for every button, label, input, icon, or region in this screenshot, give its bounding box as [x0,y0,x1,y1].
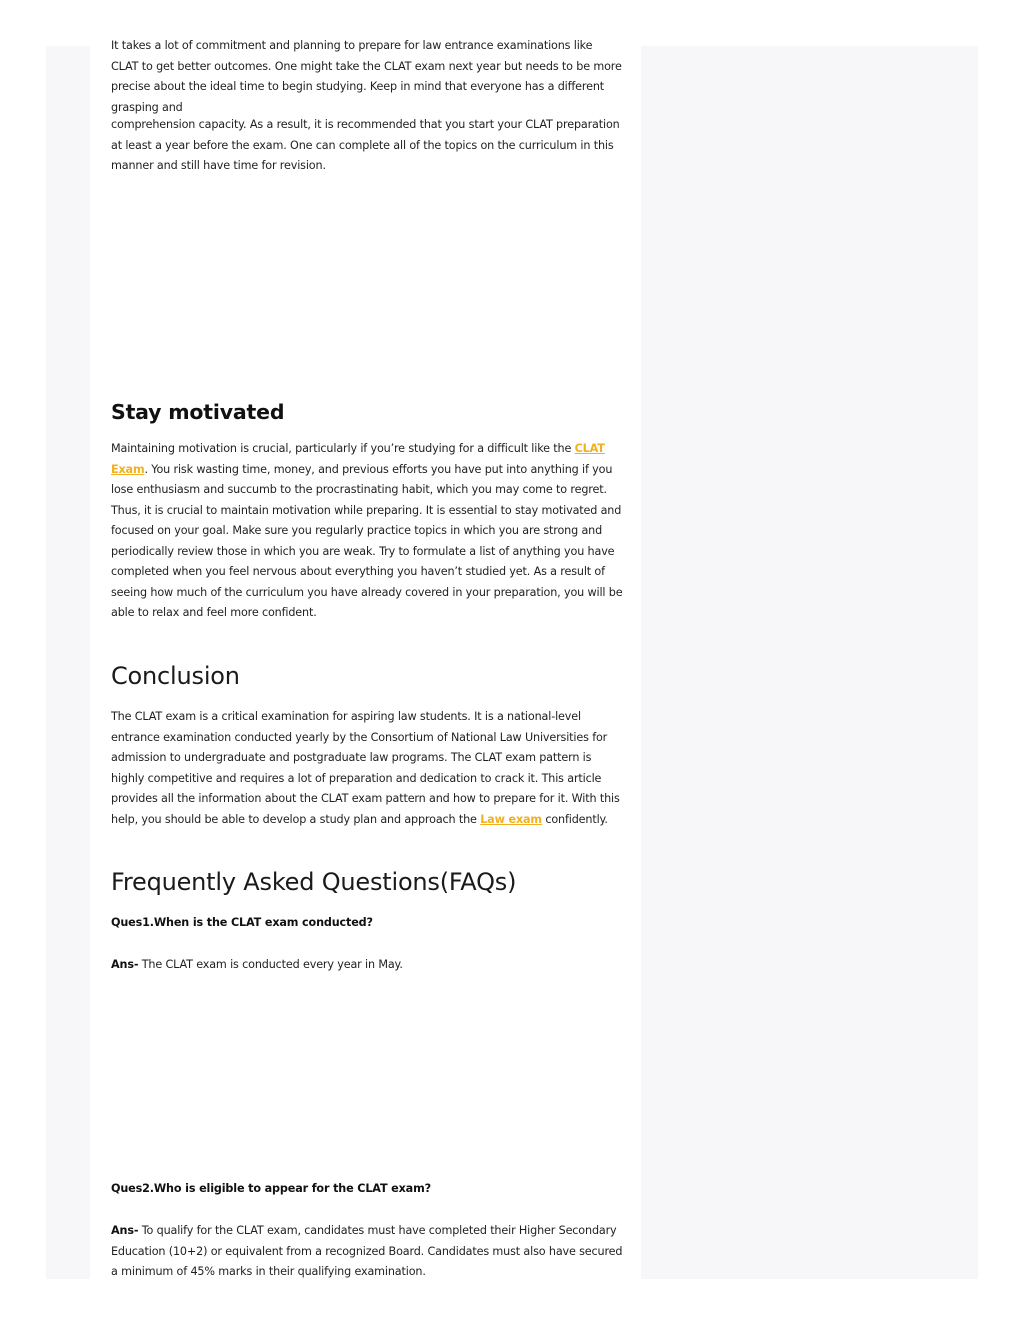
conclusion-paragraph [111,707,623,830]
faq-answer-2 [111,1221,623,1283]
stay-motivated-text-2: . You risk wasting time, money, and previous efforts you have put into anything if you lose enthusiasm and succumb to the procrastinating habit, which you may come to regret. Thus, it is crucial to maintain motivation while preparing. It is essential to stay motivated and focused on your goal. Make sure you regularly practice topics in which you are strong and periodically review those in which you are weak. Try to formulate a list of anything you have completed when you feel nervous about everything you haven’t studied yet. As a result of seeing how much of the curriculum you have already covered in your preparation, you will be able to relax and feel more confident. [111,462,623,619]
conclusion-text-1: The CLAT exam is a critical examination for aspiring law students. It is a national-level entrance examination conducted yearly by the Consortium of National Law Universities for admission to undergraduate and postgraduate law programs. The CLAT exam pattern is highly competitive and requires a lot of preparation and dedication to crack it. This article provides all the information about the CLAT exam pattern and how to prepare for it. With this help, you should be able to develop a study plan and approach the [111,710,620,826]
clat-exam-link[interactable]: CLAT Exam [111,442,605,476]
conclusion-text-2: confidently. [541,812,608,826]
stay-motivated-text-1: Maintaining motivation is crucial, particularly if you’re studying for a difficult like the [111,442,575,455]
stay-motivated-paragraph [111,439,623,624]
intro-paragraph [111,36,623,118]
sidebar-column [641,46,978,1279]
faq-question-2: Ques2.Who is eligible to appear for the CLAT exam? [111,1182,431,1195]
faq-question-1: Ques1.When is the CLAT exam conducted? [111,916,373,929]
faq-answer-label-1: Ans- [111,958,139,971]
faq-answer-1 [111,955,623,976]
stay-motivated-heading: Stay motivated [111,400,285,424]
conclusion-heading: Conclusion [111,662,240,690]
intro-clipped-region [111,39,623,114]
faqs-heading: Frequently Asked Questions(FAQs) [111,868,517,896]
faq-answer-text-2: To qualify for the CLAT exam, candidates must have completed their Higher Secondary Education (10+2) or equivalent from a recognized Board. Candidates must also have secured a minimum of 45% marks in their qualifying examination. [111,1224,623,1278]
faq-answer-text-1: The CLAT exam is conducted every year in May. [138,958,403,971]
intro-paragraph-2: comprehension capacity. As a result, it is recommended that you start your CLAT preparation at least a year before the exam. One can complete all of the topics on the curriculum in this manner and still have time for revision. [111,118,620,172]
faq-answer-label-2: Ans- [111,1224,139,1237]
law-exam-link[interactable]: Law exam [480,812,542,826]
intro-text: get better outcomes. One might take the CLAT exam next year but needs to be more precise about the ideal time to begin studying. Keep in mind that everyone has a different grasping and [111,59,622,114]
intro-cut-line: It takes a lot of commitment and planning to prepare for law entrance examinations like CLAT to [111,39,593,73]
